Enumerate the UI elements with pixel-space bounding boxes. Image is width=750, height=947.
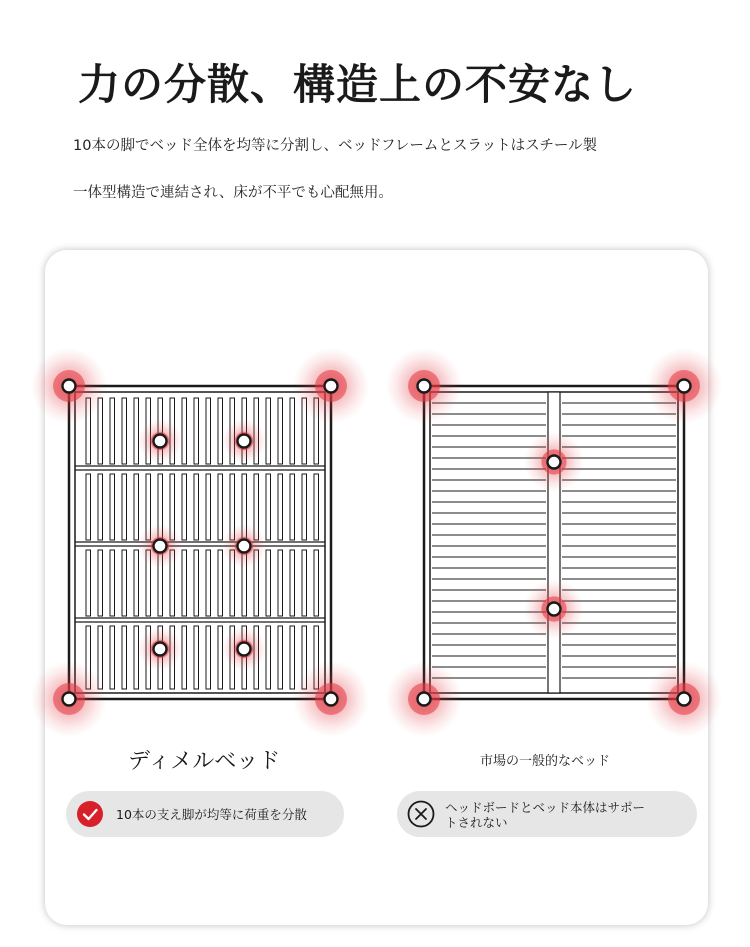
left-caption: ディメルベッド — [128, 749, 281, 774]
left-feature-badge — [66, 791, 344, 837]
description-line-1: 10本の脚でベッド全体を均等に分割し、ベッドフレームとスラットはスチール製 — [73, 138, 598, 154]
cross-icon — [407, 800, 435, 828]
page-title: 力の分散、構造上の不安なし — [78, 60, 638, 109]
right-feature-badge — [397, 791, 697, 837]
check-icon — [76, 800, 104, 828]
right-caption: 市場の一般的なベッド — [480, 754, 611, 769]
right-badge-text: ヘッドボードとベッド本体はサポートされない — [445, 800, 646, 830]
description-line-2: 一体型構造で連結され、床が不平でも心配無用。 — [73, 185, 393, 201]
left-badge-text: 10本の支え脚が均等に荷重を分散 — [116, 807, 307, 822]
